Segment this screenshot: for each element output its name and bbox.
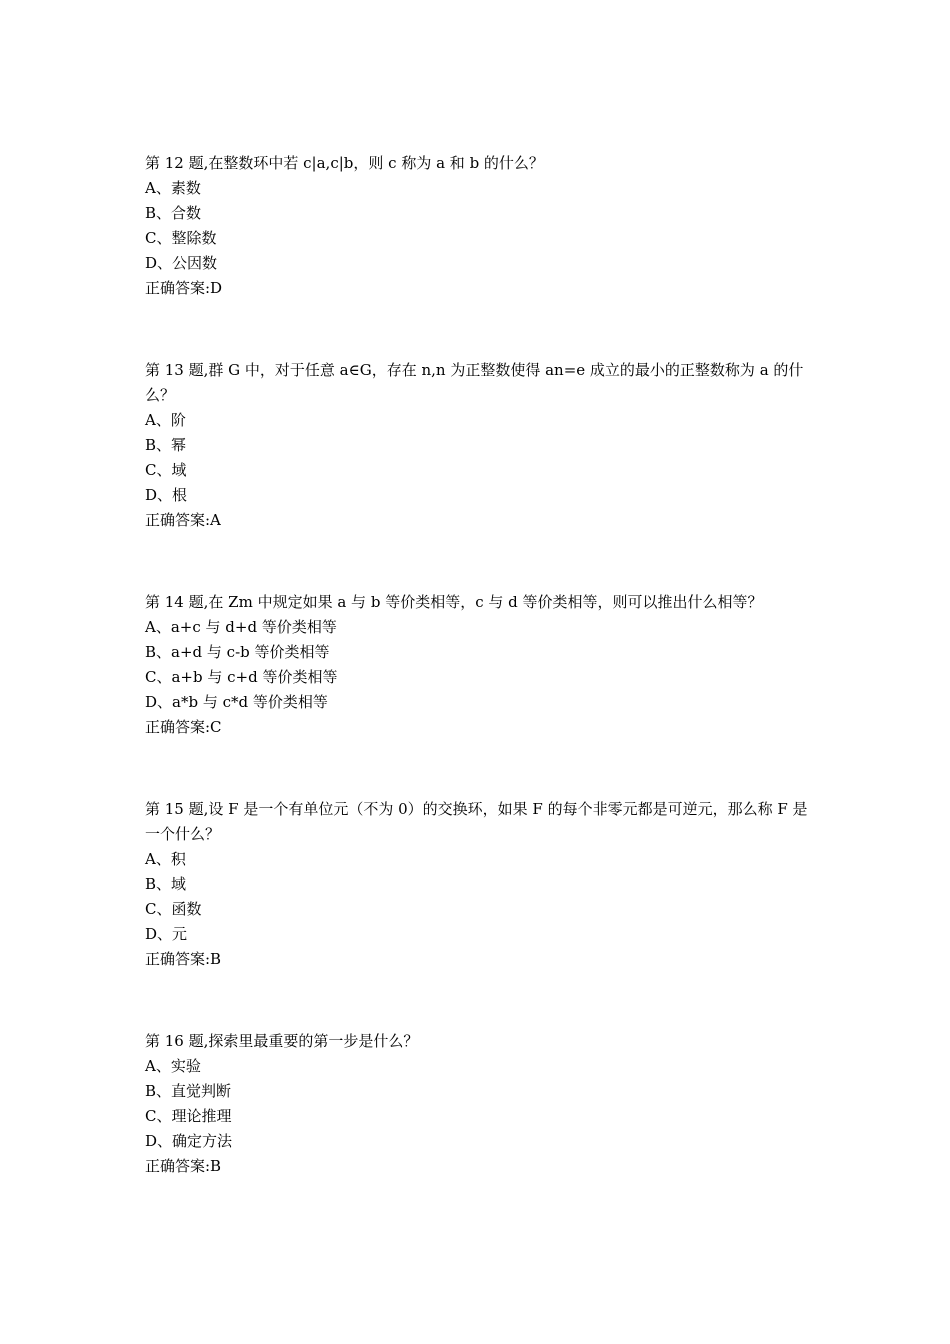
option-d: D、根 <box>145 486 188 504</box>
question-stem: 第 15 题,设 F 是一个有单位元（不为 0）的交换环，如果 F 的每个非零元都是可逆元，那么称 F 是一个什么？ <box>145 800 808 843</box>
question-stem: 第 16 题,探索里最重要的第一步是什么？ <box>145 1032 419 1050</box>
option-a: A、积 <box>145 850 186 868</box>
question-13 <box>145 358 817 533</box>
option-b: B、合数 <box>145 204 202 222</box>
correct-answer: 正确答案:B <box>145 1157 222 1175</box>
option-c: C、整除数 <box>145 229 217 247</box>
option-d: D、公因数 <box>145 254 218 272</box>
option-a: A、a+c 与 d+d 等价类相等 <box>145 618 337 636</box>
option-d: D、元 <box>145 925 188 943</box>
option-a: A、素数 <box>145 179 201 197</box>
correct-answer: 正确答案:B <box>145 950 222 968</box>
question-15 <box>145 797 817 972</box>
option-c: C、函数 <box>145 900 202 918</box>
option-b: B、直觉判断 <box>145 1082 232 1100</box>
option-d: D、确定方法 <box>145 1132 233 1150</box>
question-stem: 第 12 题,在整数环中若 c|a,c|b，则 c 称为 a 和 b 的什么？ <box>145 154 544 172</box>
option-b: B、幂 <box>145 436 187 454</box>
option-a: A、实验 <box>145 1057 201 1075</box>
option-a: A、阶 <box>145 411 186 429</box>
option-c: C、a+b 与 c+d 等价类相等 <box>145 668 338 686</box>
option-b: B、a+d 与 c-b 等价类相等 <box>145 643 330 661</box>
option-b: B、域 <box>145 875 187 893</box>
question-12 <box>145 151 817 301</box>
option-d: D、a*b 与 c*d 等价类相等 <box>145 693 328 711</box>
question-16 <box>145 1029 817 1179</box>
option-c: C、域 <box>145 461 187 479</box>
correct-answer: 正确答案:D <box>145 279 223 297</box>
option-c: C、理论推理 <box>145 1107 232 1125</box>
question-stem: 第 14 题,在 Zm 中规定如果 a 与 b 等价类相等，c 与 d 等价类相等，则可以推出什么相等？ <box>145 593 763 611</box>
correct-answer: 正确答案:C <box>145 718 222 736</box>
question-list <box>145 151 817 1236</box>
question-stem: 第 13 题,群 G 中，对于任意 a∈G，存在 n,n 为正整数使得 an=e 成立的最小的正整数称为 a 的什么？ <box>145 361 804 404</box>
correct-answer: 正确答案:A <box>145 511 221 529</box>
question-14 <box>145 590 817 740</box>
